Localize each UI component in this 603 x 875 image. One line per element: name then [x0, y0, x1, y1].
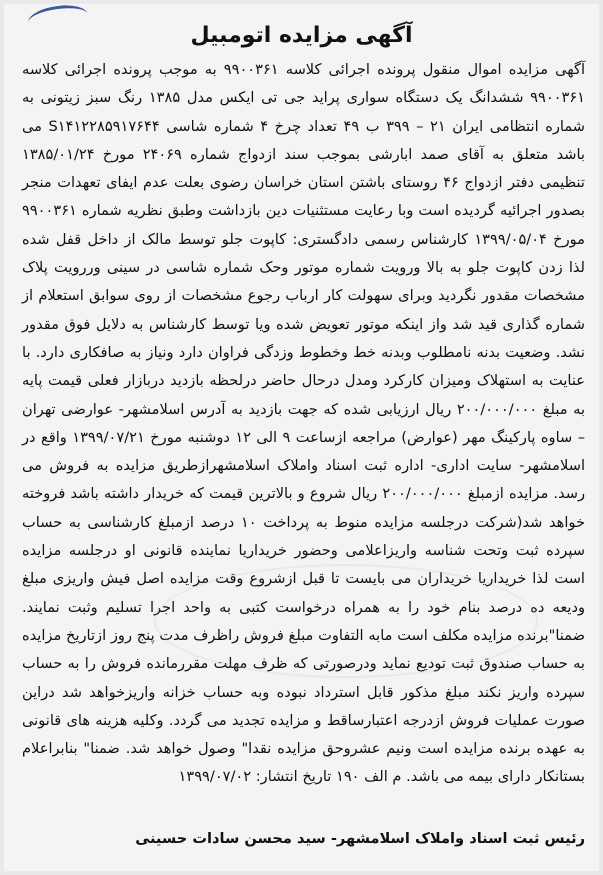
notice-title: آگهی مزایده اتومبیل — [190, 23, 413, 48]
notice-body: آگهی مزایده اموال منقول پرونده اجرائی کلاسه ۹۹۰۰۳۶۱ به موجب پرونده اجرائی کلاسه ۹۹۰۰۳۶۱ ششدانگ یک دستگاه سواری پراید جی تی ایکس مدل ۱۳۸۵ رنگ سبز زیتونی به شماره انتظامی ایران ۲۱ – ۳۹۹ ب ۴۹ تعداد چرخ ۴ شماره شاسی S۱۴۱۲۲۸۵۹۱۷۶۴۴ می باشد متعلق به آقای صمد ابارشی بموجب سند ازدواج شماره ۲۴۰۶۹ مورخ ۱۳۸۵/۰۱/۲۴ تنظیمی دفتر ازدواج ۴۶ روستای باشتن استان خراسان رضوی بعلت عدم ایفای تعهدات منجر بصدور اجرائیه گردیده است وبا رعایت مستثنیات دین بازداشت وطبق نظریه شماره ۹۹۰۰۳۶۱ مورخ ۱۳۹۹/۰۵/۰۴ کارشناس رسمی دادگستری: کاپوت جلو توسط مالک از داخل قفل شده لذا زدن کاپوت جلو به بالا ورویت شماره موتور وحک شماره شاسی در سینی وررویت پلاک مشخصات مقدور نگردید وبرای سهولت کار ارباب رجوع مشخصات از روی سوابق استعلام از شماره گذاری قید شد واز اینکه موتور تعویض شده ویا توسط کارشناس به دلایل فوق مقدور نشد. وضعیت بدنه نامطلوب وبدنه خط وخطوط وزدگی فراوان دارد ونیاز به صافکاری دارد. با عنایت به استهلاک ومیزان کارکرد ومدل درحال حاضر درلحظه بازدید دربازار فعلی قیمت پایه به مبلغ ۲۰۰/۰۰۰/۰۰۰ ریال ارزیابی شده که جهت بازدید به آدرس اسلامشهر- عوارضی تهران – ساوه پارکینگ مهر (عوارض) مراجعه ازساعت ۹ الی ۱۲ دوشنبه مورخ ۱۳۹۹/۰۷/۲۱ واقع در اسلامشهر- سایت اداری- اداره ثبت اسناد واملاک اسلامشهرازطریق مزایده به فروش می رسد. مزایده ازمبلغ ۲۰۰/۰۰۰/۰۰۰ ریال شروع و بالاترین قیمت که خریدار داشته باشد فروخته خواهد شد(شرکت درجلسه مزایده منوط به پرداخت ۱۰ درصد ازمبلغ کارشناسی به حساب سپرده ثبت وتحت شناسه واریزاعلامی وحضور خریداریا نماینده قانونی او درجلسه مزایده است لذا خریداریا خریداران می بایست تا قبل ازشروع وقت مزایده اصل فیش واریزی مبلغ ودیعه ده درصد بنام خود را به همراه درخواست کتبی به واحد اجرا تسلیم وثبت نمایند. ضمنا"برنده مزایده مکلف است مابه التفاوت مبلغ فروش راظرف مدت پنج روز ازتاریخ مزایده به حساب صندوق ثبت تودیع نماید ودرصورتی که ظرف مهلت مقررمانده فروش را به حساب سپرده واریز نکند مبلغ مذکور قابل استرداد نبوده وبه حساب خزانه واریزخواهد شد دراین صورت عملیات فروش ازدرجه اعتبارساقط و مزایده تجدید می گردد. وکلیه هزینه های قانونی به عهده برنده مزایده است ونیم عشروحق مزایده نقدا" وصول خواهد شد. ضمنا" بنابراعلام بستانکار دارای بیمه می باشد. م الف ۱۹۰ تاریخ انتشار: ۱۳۹۹/۰۷/۰۲ — [22, 61, 586, 786]
signature-line: رئیس ثبت اسناد واملاک اسلامشهر- سید محسن سادات حسینی — [135, 830, 585, 847]
document-sheet — [4, 4, 599, 871]
